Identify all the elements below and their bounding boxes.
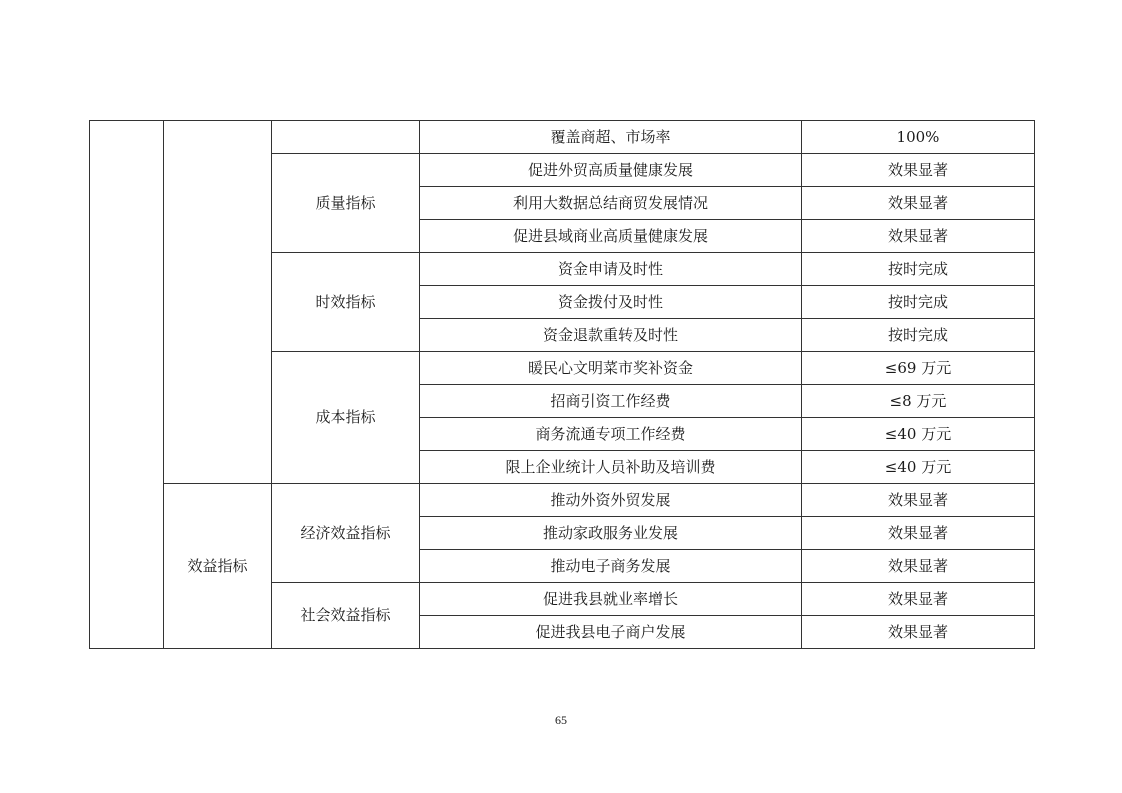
level3-cell: 经济效益指标: [272, 484, 420, 583]
value-cell: 效果显著: [802, 583, 1035, 616]
level3-cell: 质量指标: [272, 154, 420, 253]
level2-cell: [164, 121, 272, 484]
page-number: 65: [555, 713, 567, 727]
value-cell: ≤40 万元: [802, 418, 1035, 451]
value-cell: 按时完成: [802, 319, 1035, 352]
performance-indicator-table: [89, 120, 1035, 649]
indicator-cell: 覆盖商超、市场率: [420, 121, 802, 154]
value-cell: ≤40 万元: [802, 451, 1035, 484]
value-cell: 效果显著: [802, 220, 1035, 253]
indicator-cell: 促进外贸高质量健康发展: [420, 154, 802, 187]
indicator-cell: 促进我县电子商户发展: [420, 616, 802, 649]
value-cell: 按时完成: [802, 286, 1035, 319]
level3-cell: 成本指标: [272, 352, 420, 484]
value-cell: ≤8 万元: [802, 385, 1035, 418]
value-cell: 效果显著: [802, 484, 1035, 517]
value-cell: 100%: [802, 121, 1035, 154]
value-cell: ≤69 万元: [802, 352, 1035, 385]
indicator-cell: 推动电子商务发展: [420, 550, 802, 583]
indicator-cell: 资金拨付及时性: [420, 286, 802, 319]
level1-cell: [90, 121, 164, 649]
indicator-cell: 推动家政服务业发展: [420, 517, 802, 550]
level3-cell: 社会效益指标: [272, 583, 420, 649]
level3-cell: [272, 121, 420, 154]
indicator-cell: 暖民心文明菜市奖补资金: [420, 352, 802, 385]
table-row: [90, 484, 1035, 517]
level2-cell: 效益指标: [164, 484, 272, 649]
value-cell: 效果显著: [802, 154, 1035, 187]
value-cell: 效果显著: [802, 517, 1035, 550]
indicator-cell: 促进县域商业高质量健康发展: [420, 220, 802, 253]
level3-cell: 时效指标: [272, 253, 420, 352]
indicator-cell: 促进我县就业率增长: [420, 583, 802, 616]
indicator-cell: 资金申请及时性: [420, 253, 802, 286]
indicator-cell: 商务流通专项工作经费: [420, 418, 802, 451]
table-row: [90, 121, 1035, 154]
indicator-cell: 限上企业统计人员补助及培训费: [420, 451, 802, 484]
indicator-cell: 推动外资外贸发展: [420, 484, 802, 517]
indicator-cell: 招商引资工作经费: [420, 385, 802, 418]
indicator-cell: 资金退款重转及时性: [420, 319, 802, 352]
value-cell: 效果显著: [802, 616, 1035, 649]
value-cell: 按时完成: [802, 253, 1035, 286]
value-cell: 效果显著: [802, 187, 1035, 220]
value-cell: 效果显著: [802, 550, 1035, 583]
indicator-cell: 利用大数据总结商贸发展情况: [420, 187, 802, 220]
